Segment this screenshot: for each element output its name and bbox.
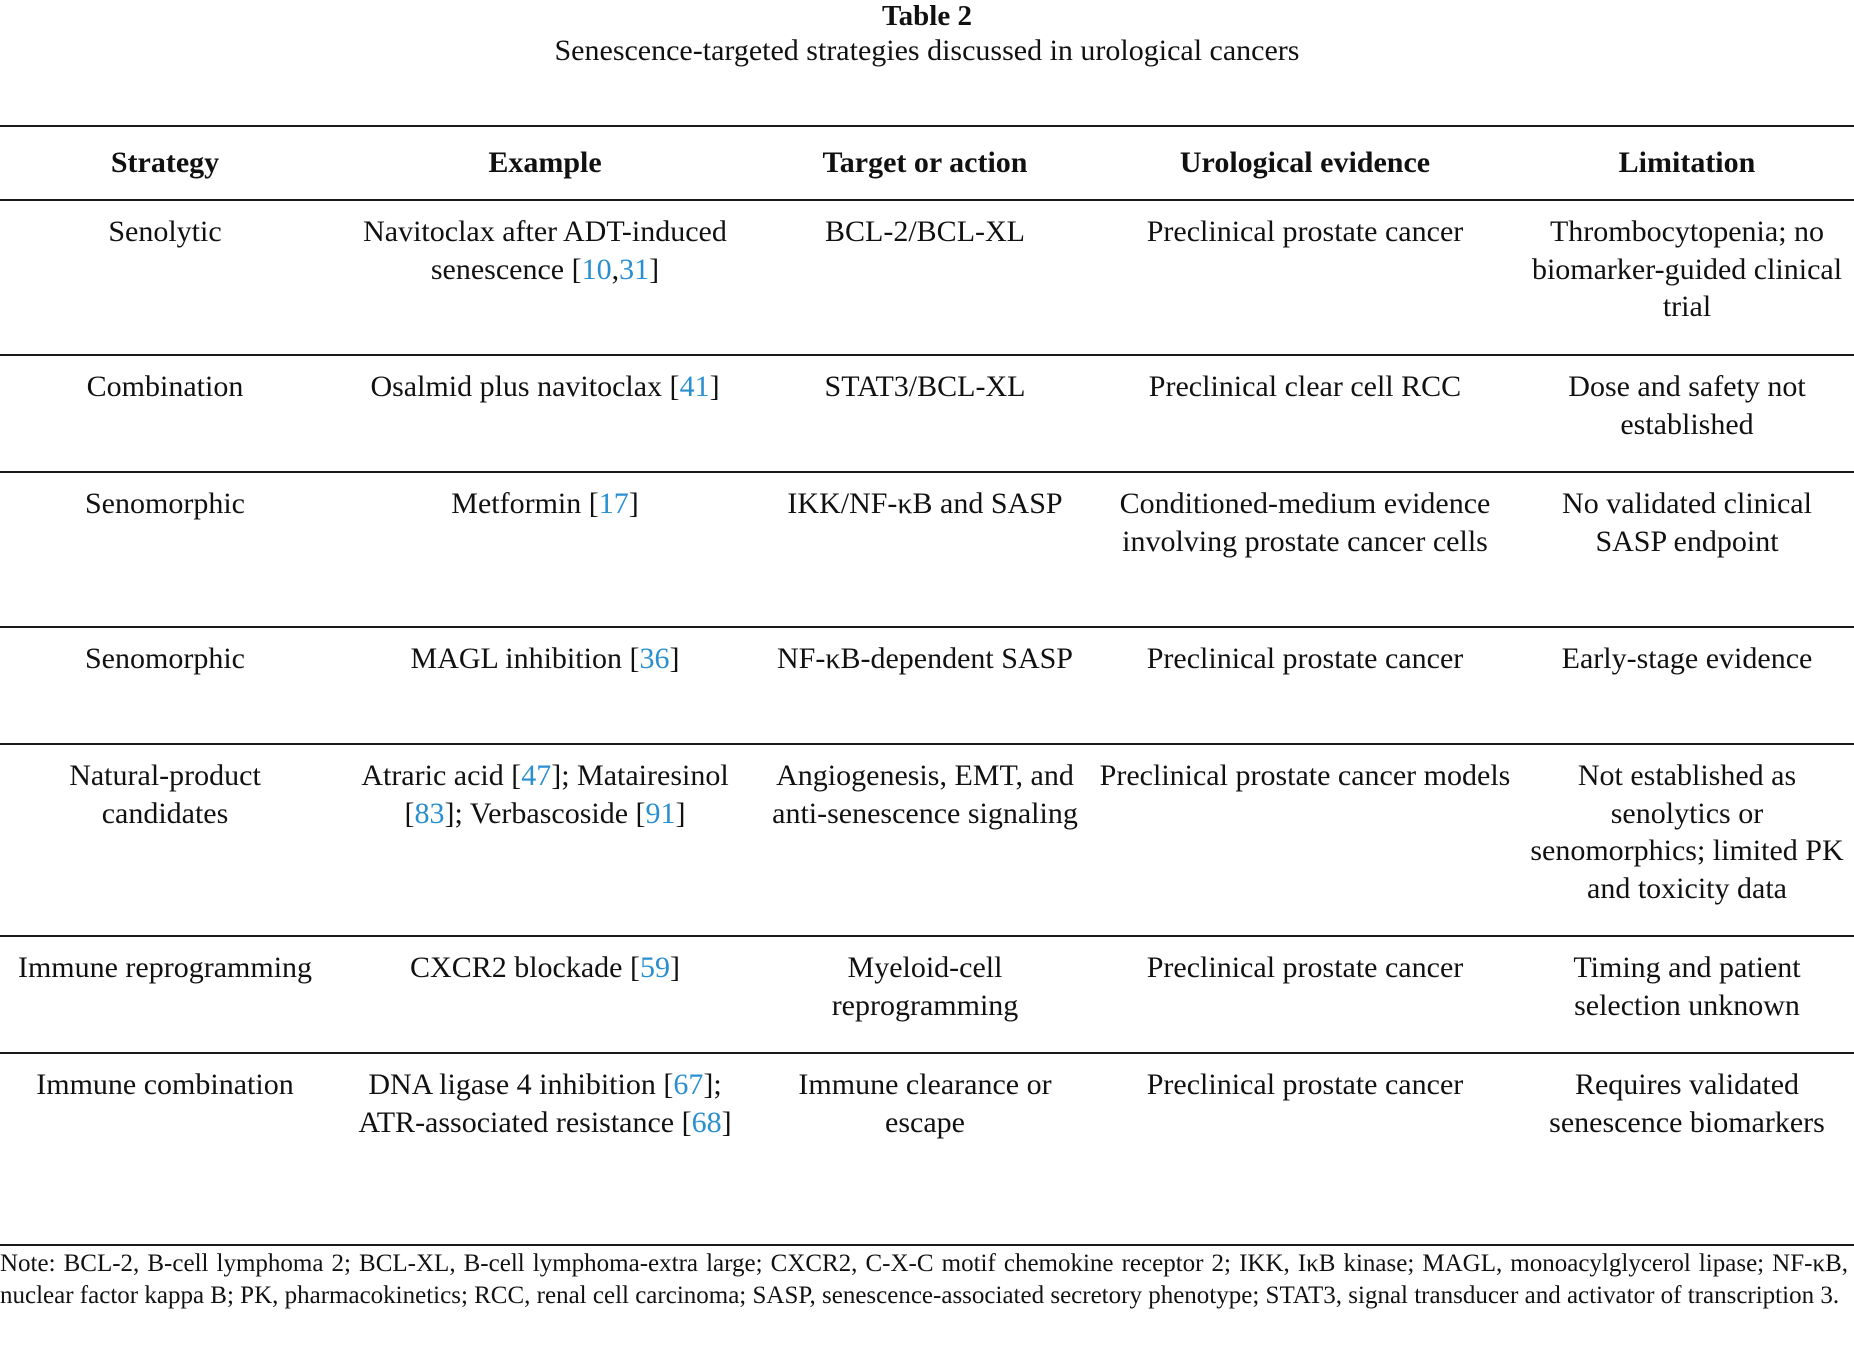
citation-link[interactable]: 67 [673, 1068, 704, 1101]
target-cell-text: Immune clearance or escape [798, 1068, 1052, 1139]
evidence-cell [1090, 200, 1520, 355]
evidence-cell-text: Conditioned-medium evidence involving prostate cancer cells [1119, 487, 1491, 558]
header-strategy: Strategy [0, 126, 330, 200]
target-cell-text: IKK/NF-κB and SASP [787, 487, 1063, 520]
example-text-segment: ] [675, 796, 686, 830]
limitation-cell-text: Requires validated senescence biomarkers [1549, 1068, 1825, 1139]
example-cell-text [338, 640, 752, 678]
table-row [0, 472, 1854, 627]
target-cell [760, 472, 1090, 627]
target-cell [760, 355, 1090, 472]
citation-link[interactable]: 83 [414, 796, 445, 830]
strategy-cell-text: Combination [86, 370, 244, 403]
example-text-segment: Atraric acid [ [361, 759, 522, 792]
citation-link[interactable]: 59 [639, 951, 670, 984]
evidence-cell [1090, 744, 1520, 936]
limitation-cell [1520, 472, 1854, 627]
target-cell [760, 627, 1090, 744]
target-cell-text: STAT3/BCL-XL [824, 370, 1026, 403]
citation-link[interactable]: 41 [679, 370, 710, 403]
table-caption [0, 0, 1854, 70]
example-text-segment: DNA ligase 4 inhibition [ [368, 1068, 674, 1101]
limitation-cell-text: Early-stage evidence [1561, 642, 1813, 675]
example-cell [330, 472, 760, 627]
evidence-cell-text: Preclinical clear cell RCC [1148, 370, 1462, 403]
evidence-cell [1090, 472, 1520, 627]
strategy-cell-text: Senomorphic [85, 487, 245, 520]
table-body [0, 200, 1854, 1245]
header-row [0, 126, 1854, 200]
target-cell [760, 200, 1090, 355]
strategy-cell [0, 472, 330, 627]
citation-link[interactable]: 10 [581, 252, 612, 286]
example-text-segment: Metformin [ [451, 487, 599, 520]
example-text-segment: ] [721, 1105, 732, 1139]
strategy-cell-text: Senolytic [108, 215, 222, 248]
example-cell [330, 744, 760, 936]
example-cell-text [338, 485, 752, 523]
limitation-cell-text: Timing and patient selection unknown [1573, 951, 1801, 1022]
citation-link[interactable]: 91 [645, 796, 676, 830]
target-cell-text: BCL-2/BCL-XL [825, 215, 1025, 248]
example-text-segment: ] [628, 487, 639, 520]
strategy-cell [0, 936, 330, 1053]
strategy-cell [0, 1053, 330, 1245]
table-row [0, 744, 1854, 936]
example-cell-text [338, 949, 752, 987]
example-text-segment: MAGL inhibition [ [410, 642, 640, 675]
citation-link[interactable]: 47 [521, 759, 552, 792]
header-target-or-action: Target or action [760, 126, 1090, 200]
evidence-cell [1090, 1053, 1520, 1245]
table-row [0, 1053, 1854, 1245]
target-cell [760, 744, 1090, 936]
strategy-cell [0, 200, 330, 355]
header-example: Example [330, 126, 760, 200]
citation-link[interactable]: 68 [691, 1105, 722, 1139]
example-cell [330, 1053, 760, 1245]
limitation-cell-text: No validated clinical SASP endpoint [1562, 487, 1812, 558]
strategy-cell-text: Natural-product candidates [69, 759, 261, 830]
example-text-segment: Osalmid plus navitoclax [ [370, 370, 680, 403]
table-header [0, 126, 1854, 200]
example-text-segment: ] [709, 370, 720, 403]
example-text-segment: CXCR2 blockade [ [410, 951, 640, 984]
example-cell [330, 355, 760, 472]
limitation-cell [1520, 355, 1854, 472]
strategy-cell [0, 744, 330, 936]
target-cell-text: NF-κB-dependent SASP [777, 642, 1073, 675]
example-text-segment: ]; Verbascoside [ [444, 796, 646, 830]
target-cell-text: Myeloid-cell reprogramming [831, 951, 1019, 1022]
header-limitation: Limitation [1520, 126, 1854, 200]
table-title: Senescence-targeted strategies discussed in urological cancers [554, 34, 1300, 67]
limitation-cell [1520, 1053, 1854, 1245]
limitation-cell [1520, 200, 1854, 355]
evidence-cell [1090, 936, 1520, 1053]
target-cell-text: Angiogenesis, EMT, and anti-senescence signaling [772, 759, 1078, 830]
citation-link[interactable]: 31 [619, 252, 650, 286]
table-row [0, 936, 1854, 1053]
limitation-cell [1520, 627, 1854, 744]
evidence-cell-text: Preclinical prostate cancer [1146, 951, 1464, 984]
evidence-cell-text: Preclinical prostate cancer [1146, 215, 1464, 248]
strategy-cell [0, 627, 330, 744]
example-cell-text [338, 1066, 752, 1141]
limitation-cell [1520, 936, 1854, 1053]
example-text-segment: ] [669, 951, 680, 984]
example-cell [330, 627, 760, 744]
example-cell [330, 200, 760, 355]
evidence-cell-text: Preclinical prostate cancer models [1099, 759, 1511, 792]
evidence-cell-text: Preclinical prostate cancer [1146, 642, 1464, 675]
evidence-cell [1090, 627, 1520, 744]
example-cell-text [338, 213, 752, 288]
senescence-strategies-table [0, 125, 1854, 1246]
citation-link[interactable]: 36 [639, 642, 670, 675]
limitation-cell-text: Dose and safety not established [1568, 370, 1806, 441]
example-text-segment: ]; Matairesinol [ [404, 759, 729, 830]
citation-link[interactable]: 17 [598, 487, 629, 520]
table-footnote: Note: BCL-2, B-cell lymphoma 2; BCL-XL, B-cell lymphoma-extra large; CXCR2, C-X-C motif chemokine receptor 2; IKK, IκB kinase; MAGL, monoacylglycerol lipase; NF-κB, nuclear factor kappa B; PK, pharmacokinetics; RCC, renal cell carcinoma; SASP, senescence-associated secretory phenotype; STAT3, signal transducer and activator of transcription 3. [0, 1250, 1848, 1309]
strategy-cell-text: Senomorphic [85, 642, 245, 675]
strategy-cell-text: Immune combination [36, 1068, 294, 1101]
evidence-cell-text: Preclinical prostate cancer [1146, 1068, 1464, 1101]
example-cell-text [338, 757, 752, 832]
table-row [0, 627, 1854, 744]
limitation-cell [1520, 744, 1854, 936]
table-row [0, 355, 1854, 472]
example-text-segment: , [611, 252, 620, 286]
limitation-cell-text: Not established as senolytics or senomorphics; limited PK and toxicity data [1530, 759, 1844, 905]
strategy-cell [0, 355, 330, 472]
evidence-cell [1090, 355, 1520, 472]
example-text-segment: ] [669, 642, 680, 675]
example-text-segment: ] [649, 252, 660, 286]
target-cell [760, 936, 1090, 1053]
table-row [0, 200, 1854, 355]
table-label: Table 2 [882, 0, 972, 32]
example-cell [330, 936, 760, 1053]
limitation-cell-text: Thrombocytopenia; no biomarker-guided clinical trial [1531, 215, 1843, 323]
example-text-segment: Navitoclax after ADT-induced senescence [ [363, 215, 727, 286]
example-cell-text [338, 368, 752, 406]
strategy-cell-text: Immune reprogramming [17, 951, 313, 984]
target-cell [760, 1053, 1090, 1245]
example-text-segment: ]; ATR-associated resistance [ [358, 1068, 722, 1139]
header-urological-evidence: Urological evidence [1090, 126, 1520, 200]
